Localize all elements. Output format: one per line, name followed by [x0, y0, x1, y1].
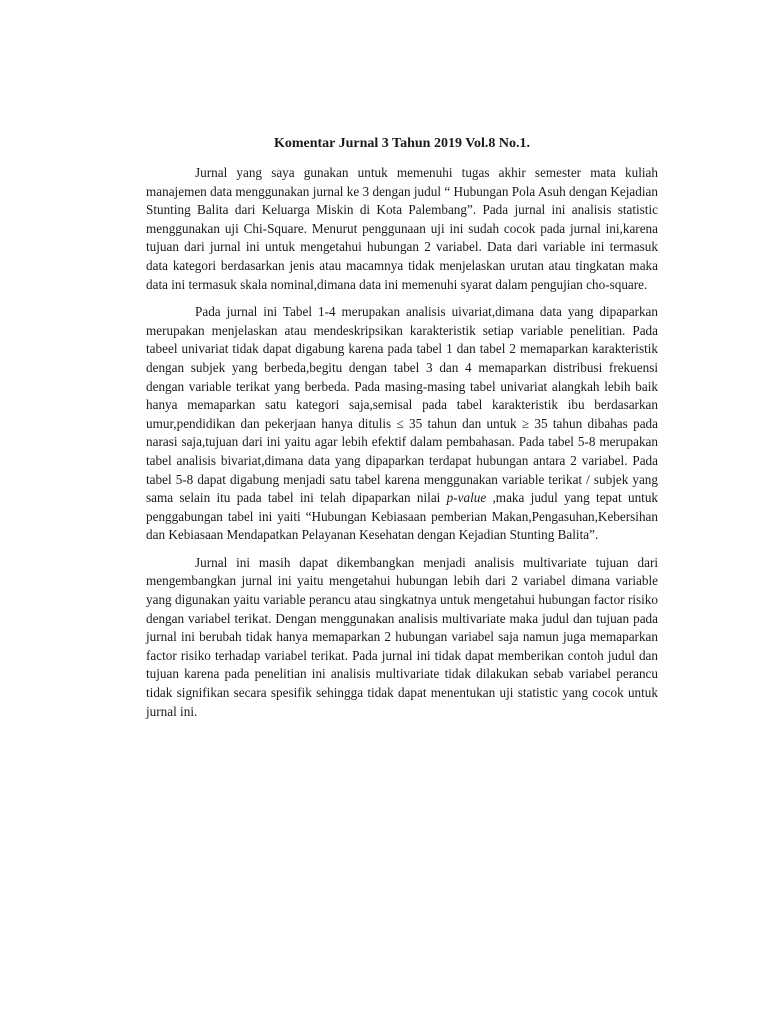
paragraph-2: [146, 303, 658, 545]
paragraph-2-text-after: ,maka judul yang tepat untuk penggabungan tabel ini yaiti “Hubungan Kebiasaan pemberian Makan,Pengasuhan,Kebersihan dan Kebiasaan Mendapatkan Pelayanan Kesehatan dengan Kejadian Stunting Balita”.: [146, 490, 659, 543]
paragraph-2-text-before: Pada jurnal ini Tabel 1-4 merupakan analisis uivariat,dimana data yang dipaparkan merupakan menjelaskan atau mendeskripsikan karakteristik setiap variable penelitian. Pada tabeel univariat tidak dapat digabung karena pada tabel 1 dan tabel 2 memaparkan karakteristik dengan subjek yang berbeda,begitu dengan tabel 3 dan 4 memaparkan distribusi frekuensi dengan variable terikat yang berbeda. Pada masing-masing tabel univariat alangkah lebih baik hanya memaparkan satu kategori saja,semisal pada tabel karakteristik ibu berdasarkan umur,pendidikan dan pekerjaan hanya ditulis ≤ 35 tahun dan untuk ≥ 35 tahun dibahas pada narasi saja,tujuan dari ini yaitu agar lebih efektif dalam pembahasan. Pada tabel 5-8 merupakan tabel analisis bivariat,dimana data yang dipaparkan terdapat hubungan antara 2 variabel. Pada tabel 5-8 dapat digabung menjadi satu tabel karena menggunakan variable terikat / subjek yang sama selain itu pada tabel ini telah dipaparkan nilai: [146, 304, 658, 506]
paragraph-1: Jurnal yang saya gunakan untuk memenuhi tugas akhir semester mata kuliah manajemen data menggunakan jurnal ke 3 dengan judul “ Hubungan Pola Asuh dengan Kejadian Stunting Balita dari Keluarga Miskin di Kota Palembang”. Pada jurnal ini analisis statistic menggunakan uji Chi-Square. Menurut penggunaan uji ini sudah cocok pada jurnal ini,karena tujuan dari jurnal ini untuk mengetahui hubungan 2 variabel. Data dari variable ini termasuk data kategori berdasarkan jenis atau macamnya tidak menjelaskan urutan atau tingkatan maka data ini termasuk skala nominal,dimana data ini memenuhi syarat dalam pengujian cho-square.: [146, 165, 658, 292]
document-page: [146, 134, 658, 730]
document-title: Komentar Jurnal 3 Tahun 2019 Vol.8 No.1.: [273, 136, 531, 151]
paragraph-3: Jurnal ini masih dapat dikembangkan menjadi analisis multivariate tujuan dari mengembangkan jurnal ini yaitu mengetahui hubungan lebih dari 2 variabel dimana variable yang digunakan yaitu variable perancu atau singkatnya untuk mengetahui hubungan factor risiko dengan variabel terikat. Dengan menggunakan analisis multivariate maka judul dan tujuan pada jurnal ini berubah tidak hanya memaparkan 2 hubungan variabel saja namun juga memaparkan factor risiko terhadap variabel terikat. Pada jurnal ini tidak dapat memberikan contoh judul dan tujuan karena pada penelitian ini analisis multivariate tidak dilakukan sebab variabel perancu tidak signifikan secara spesifik sehingga tidak dapat menentukan uji statistic yang cocok untuk jurnal ini.: [146, 554, 658, 719]
p-value-term: p-value: [446, 490, 487, 506]
